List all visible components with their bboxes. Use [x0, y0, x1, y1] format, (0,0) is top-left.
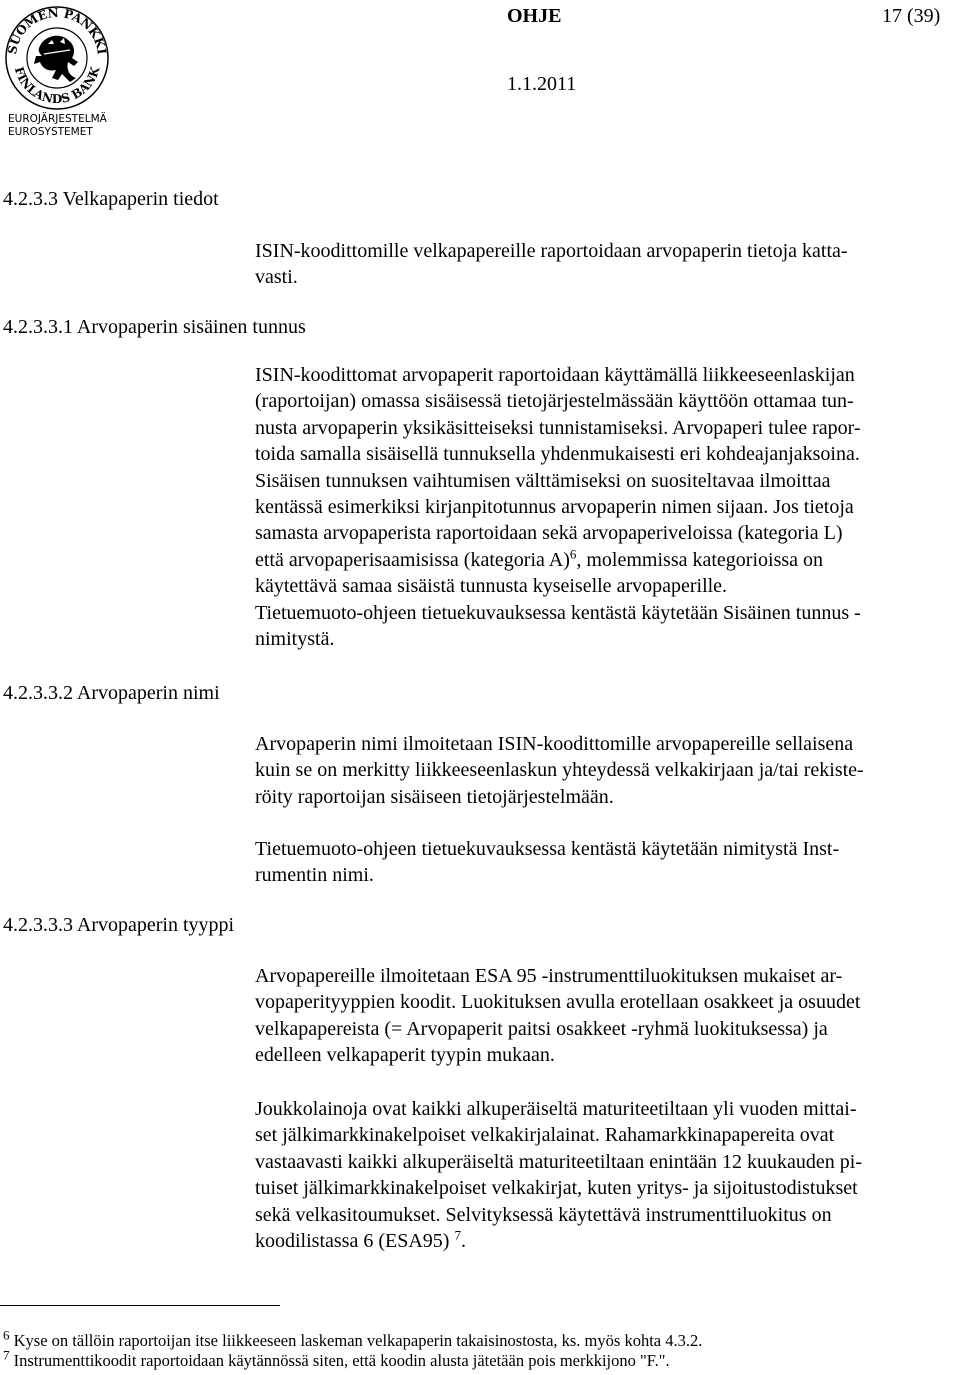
text-line: samasta arvopaperista raportoidaan sekä arvopaperiveloissa (kategoria L) [255, 522, 843, 545]
text-line: ISIN-koodittomille velkapapereille raportoidaan arvopaperin tietoja katta- [255, 240, 848, 262]
text-fragment: . [460, 1230, 466, 1253]
text-line: Tietuemuoto-ohjeen tietuekuvauksessa kentästä käytetään Sisäinen tunnus - [255, 601, 861, 624]
logo-subtitle-1: EUROJÄRJESTELMÄ [8, 113, 107, 125]
footnote-ref-6[interactable]: 6 [569, 546, 577, 562]
footnote-number: 7 [3, 1347, 10, 1363]
text-fragment: koodilistassa 6 (ESA95) [255, 1230, 455, 1253]
text-line: Joukkolainoja ovat kaikki alkuperäiseltä maturiteetiltaan yli vuoden mittai- [255, 1098, 857, 1120]
text-line: vastaavasti kaikki alkuperäiseltä maturiteetiltaan enintään 12 kuukauden pi- [255, 1150, 863, 1173]
text-line: sekä velkasitoumukset. Selvityksessä käytettävä instrumenttiluokitus on [255, 1203, 832, 1226]
text-line: kentässä esimerkiksi kirjanpitotunnus arvopaperin nimen sijaan. Jos tietoja [255, 496, 854, 519]
paragraph-arvopaperin-nimi [255, 731, 955, 810]
footnote-6 [3, 1327, 953, 1351]
text-line: röity raportoijan sisäiseen tietojärjestelmään. [255, 785, 614, 808]
text-line: nusta arvopaperin yksikäsitteiseksi tunnistamiseksi. Arvopaperi tulee rapor- [255, 416, 861, 439]
text-line: velkapapereista (= Arvopaperit paitsi osakkeet -ryhmä luokituksessa) ja [255, 1017, 828, 1040]
page-number: 17 (39) [882, 5, 941, 27]
section-heading-sisainen-tunnus: 4.2.3.3.1 Arvopaperin sisäinen tunnus [3, 316, 306, 338]
text-line [255, 547, 955, 573]
text-line: set jälkimarkkinakelpoiset velkakirjalainat. Rahamarkkinapapereita ovat [255, 1124, 835, 1147]
logo-subtitle-2: EUROSYSTEMET [8, 126, 93, 138]
document-date: 1.1.2011 [507, 73, 577, 95]
text-fragment: että arvopaperisaamisissa (kategoria A) [255, 548, 570, 571]
section-heading-arvopaperin-tyyppi: 4.2.3.3.3 Arvopaperin tyyppi [3, 914, 235, 936]
paragraph-velkapaperin-tiedot [255, 238, 955, 291]
footnote-separator [0, 1305, 280, 1306]
text-line: Arvopapereille ilmoitetaan ESA 95 -instrumenttiluokituksen mukaiset ar- [255, 965, 843, 987]
text-line: Sisäisen tunnuksen vaihtumisen välttämiseksi on suositeltavaa ilmoittaa [255, 469, 831, 492]
bank-logo [4, 2, 110, 138]
text-fragment: , molemmissa kategorioissa on [576, 548, 824, 571]
text-line: vasti. [255, 266, 298, 289]
text-line: ISIN-koodittomat arvopaperit raportoidaan käyttämällä liikkeeseenlaskijan [255, 364, 855, 386]
footnote-number: 6 [3, 1327, 10, 1343]
text-line: rumentin nimi. [255, 864, 374, 887]
text-line: (raportoijan) omassa sisäisessä tietojärjestelmässään käyttöön ottamaa tun- [255, 390, 854, 413]
logo-ring-bottom: FINLANDS BANK [11, 65, 103, 107]
footnote-ref-7[interactable]: 7 [454, 1227, 461, 1243]
text-line: kuin se on merkitty liikkeeseenlaskun yhteydessä velkakirjaan ja/tai rekiste- [255, 759, 864, 782]
text-line: toida samalla sisäisellä tunnuksella yhdenmukaisesti eri kohdeajanjaksoina. [255, 443, 860, 466]
paragraph-arvopaperin-tyyppi [255, 963, 955, 1069]
paragraph-arvopaperin-nimi-2 [255, 836, 955, 889]
paragraph-sisainen-tunnus [255, 362, 955, 652]
footnote-7 [3, 1347, 953, 1371]
text-line: Tietuemuoto-ohjeen tietuekuvauksessa kentästä käytetään nimitystä Inst- [255, 838, 840, 860]
text-line: edelleen velkapaperit tyypin mukaan. [255, 1044, 555, 1067]
paragraph-arvopaperin-tyyppi-2 [255, 1096, 955, 1254]
logo-ring-top: SUOMEN PANKKI [5, 5, 109, 56]
text-line: vopaperityyppien koodit. Luokituksen avulla erotellaan osakkeet ja osuudet [255, 991, 861, 1014]
text-line: Arvopaperin nimi ilmoitetaan ISIN-koodittomille arvopapereille sellaisena [255, 733, 854, 755]
text-line [255, 1228, 955, 1254]
text-line: nimitystä. [255, 628, 335, 651]
document-type: OHJE [507, 5, 562, 27]
section-heading-arvopaperin-nimi: 4.2.3.3.2 Arvopaperin nimi [3, 682, 220, 704]
section-heading-velkapaperin-tiedot: 4.2.3.3 Velkapaperin tiedot [3, 188, 219, 210]
lion-crest-icon [4, 2, 110, 138]
footnote-text: Kyse on tällöin raportoijan itse liikkeeseen laskeman velkapaperin takaisinostosta, ks. myös kohta 4.3.2. [13, 1331, 703, 1350]
text-line: käytettävä samaa sisäistä tunnusta kyseiselle arvopaperille. [255, 575, 728, 598]
footnote-text: Instrumenttikoodit raportoidaan käytännössä siten, että koodin alusta jätetään pois merkkijono "F.". [13, 1351, 670, 1370]
text-line: tuiset jälkimarkkinakelpoiset velkakirjat, kuten yritys- ja sijoitustodistukset [255, 1177, 858, 1200]
